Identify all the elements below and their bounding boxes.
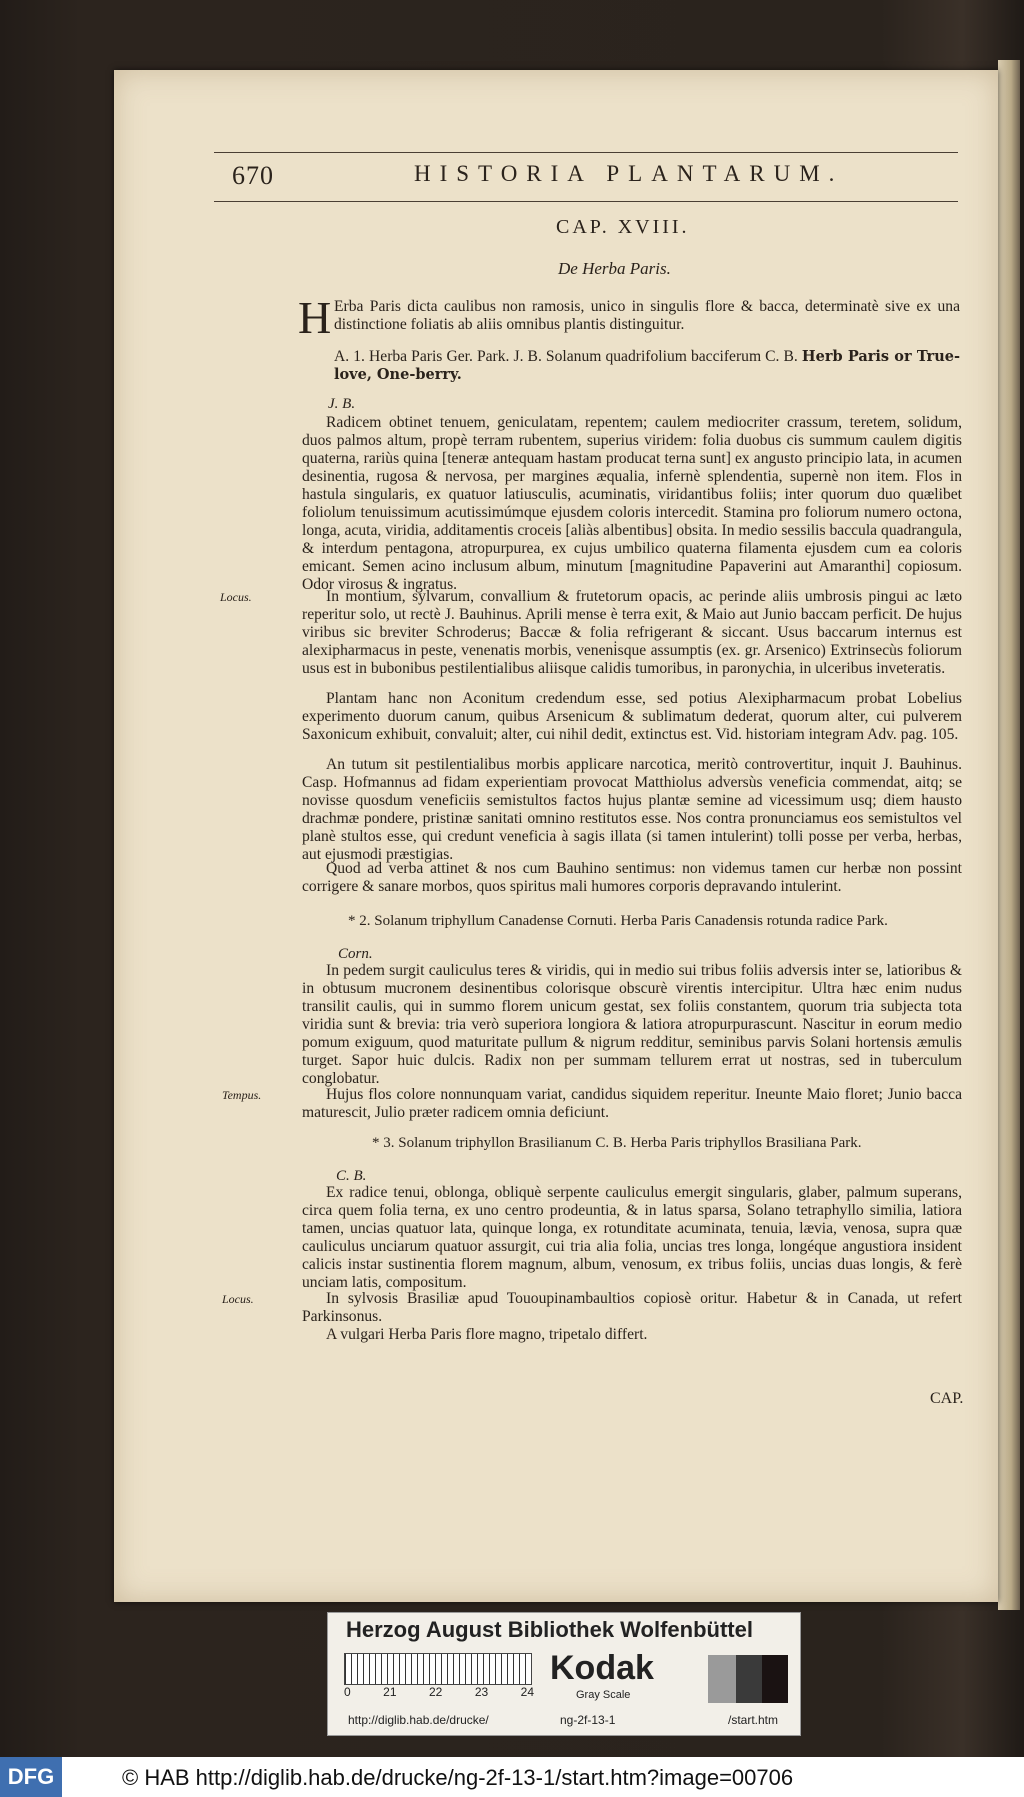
- strip-url-id: ng-2f-13-1: [560, 1713, 616, 1727]
- ruler-number: 22: [428, 1685, 443, 1699]
- entry1-paragraph-5: Quod ad verba attinet & nos cum Bauhino sentimus: non videmus tamen cur herbæ non possint corrigere & sanare morbos, quos spiritus mali humores corporis depravando intulerint.: [302, 860, 962, 895]
- entry2-heading: * 2. Solanum triphyllum Canadense Cornuti. Herba Paris Canadensis rotunda radice Park.: [348, 913, 888, 929]
- running-head: HISTORIA PLANTARUM.: [414, 161, 844, 186]
- page-number: 670: [232, 161, 274, 190]
- dfg-logo: DFG: [0, 1757, 62, 1797]
- ruler-number: 23: [474, 1685, 489, 1699]
- drop-capital: H: [298, 292, 332, 343]
- entry3-source: C. B.: [336, 1168, 367, 1184]
- ruler-numbers: [344, 1685, 534, 1699]
- entry2-description: In pedem surgit cauliculus teres & viridis, qui in medio sui tribus foliis adversis inter se, latioribus & in obtusum mucronem desinentibus colorisque obscurè virentis intercipitur. Ultra hæc enim nudus transilit caulis, qui in summo florem unicum gestat, sex foliis constantem, quorum tria subjecta tota viridia sunt & brevia: tria verò superiora longiora & latiora atropurpurascunt. Nascitur in eorum medio pomum exiguum, quod maturitate pullum & nigrum redditur, seminibus parvis Solani hortensis æmulis turget. Sapor huic dulcis. Radix non per summam tellurem errat ut nostras, sed in tuberculum conglobatur.: [302, 962, 962, 1087]
- color-target-strip: [327, 1612, 801, 1736]
- entry3-heading: * 3. Solanum triphyllon Brasilianum C. B. Herba Paris triphyllos Brasiliana Park.: [372, 1135, 862, 1151]
- entry1-heading: [334, 348, 960, 384]
- gray-scale-label: Gray Scale: [576, 1689, 631, 1701]
- kodak-logo: Kodak: [550, 1649, 654, 1687]
- book-page-edge: [998, 60, 1020, 1610]
- gray-patch-light: [708, 1655, 736, 1703]
- entry1-paragraph-3: Plantam hanc non Aconitum credendum esse, sed potius Alexipharmacum probat Lobelius experimento duorum canum, quibus Arsenicum & sublimatum dederat, quorum alter, cui pulverem Saxonicum exhibuit, convaluit; alter, cui nihil dedit, extinctus est. Vid. historiam integram Adv. pag. 105.: [302, 690, 962, 743]
- entry3-locus-paragraph: In sylvosis Brasiliæ apud Tououpinambaultios copiosè oritur. Habetur & in Canada, ut refert Parkinsonus.: [302, 1290, 962, 1325]
- entry1-description: Radicem obtinet tenuem, geniculatam, repentem; caulem mediocriter crassum, teretem, solidum, duos palmos altum, propè terram rubentem, superius viridem: folia duobus cis summum caulem digitis quaterna, rariùs quina [teneræ antequam hastam producat terna sunt] ex angusto principio lata, in acumen desinentia, rugosa & nervosa, per margines æqualia, infernè splendentia, supernè non item. Flos in hastula singularis, ex quatuor latiusculis, acuminatis, viridantibus foliis; inter quorum duo quælibet foliolum tenuissimum acutissimúmque ejusdem coloris intercedit. Stamina pro foliorum numero octona, longa, acuta, viridia, additamentis croceis [aliàs albentibus] obsita. In medio sessilis baccula quadrangula, & interdum pentagona, atropurpurea, ex cujus umbilico quaterna filamenta ejusdem cum ea coloris emicant. Semen acino inclusum album, minutum [magnitudine Papaverini aut Amaranthi] copiosum. Odor virosus & ingratus.: [302, 414, 962, 593]
- entry1-locus-paragraph: In montium, sylvarum, convallium & frutetorum opacis, ac perinde aliis umbrosis pingui ac læto reperitur solo, ut rectè J. Bauhinus. Aprili mense è terra exit, & Maio aut Junio baccam perficit. De hujus viribus sic breviter Schroderus; Baccæ & folia refrigerant & siccant. Usus baccarum internus est alexipharmacus in peste, venenatis morbis, veneni̇sque assumptis (ex. gr. Arsenico) Extrinsecùs foliorum usus est in bubonibus pestilentialibus aliisque calidis tumoribus, in paronychia, in ulceribus inveteratis.: [302, 588, 962, 677]
- chapter-title: CAP. XVIII.: [556, 216, 690, 238]
- page-header: [214, 152, 958, 202]
- intro-paragraph: Erba Paris dicta caulibus non ramosis, unico in singulis flore & bacca, determinatè sive ex una distinctione foliatis ab aliis omnibus plantis distinguitur.: [334, 298, 960, 333]
- ruler-number: 0: [344, 1685, 351, 1699]
- catchword: CAP.: [930, 1390, 964, 1407]
- entry1-head-text: A. 1. Herba Paris Ger. Park. J. B. Solanum quadrifolium bacciferum C. B.: [334, 348, 798, 365]
- entry2-tempus-paragraph: Hujus flos colore nonnunquam variat, candidus siquidem reperitur. Ineunte Maio floret; Junio bacca maturescit, Julio præter radicem omnia deficiunt.: [302, 1086, 962, 1121]
- gray-patch-black: [762, 1655, 788, 1703]
- entry1-paragraph-4: An tutum sit pestilentialibus morbis applicare narcotica, meritò controvertitur, inquit J. Bauhinus. Casp. Hofmannus ad fidam experientiam provocat Matthiolus adversùs veneficia commendat, aitq; se novisse quosdum veneficiis semistultos factos hujus plantæ semine ad vicessimum usq; diem hausto drachmæ pondere, pristinæ sanitati omnino restitutos esse. Nos contra pronunciamus eos semistultos vel planè stultos esse, qui credunt veneficia à sagis illata (si tamen intulerint) tolli posse per verba, herbas, aut ejusmodi præstigias.: [302, 756, 962, 863]
- strip-url-page: /start.htm: [728, 1713, 779, 1727]
- library-name: Herzog August Bibliothek Wolfenbüttel: [346, 1617, 753, 1642]
- chapter-subtitle: De Herba Paris.: [558, 259, 671, 278]
- entry3-description: Ex radice tenui, oblonga, obliquè serpente cauliculus emergit singularis, glaber, palmum superans, circa quem folia terna, ex uno centro prodeuntia, & in latus sparsa, Solano tetraphyllo similia, latiora tamen, uncias quatuor lata, quinque longa, ex rotunditate acuminata, tenuia, lævia, venosa, supra quæ cauliculus unciarum quatuor assurgit, cui tria alia folia, uncias tres longa, longéque angustiora insident calicis instar sustinentia florem magnum, album, venosum, ex tribus foliis, uncias duas longis, & ferè unciam latis, compositum.: [302, 1184, 962, 1291]
- margin-note-locus: Locus.: [220, 590, 252, 604]
- copyright-link[interactable]: © HAB http://diglib.hab.de/drucke/ng-2f-13-1/start.htm?image=00706: [122, 1765, 794, 1790]
- ruler-number: 21: [383, 1685, 397, 1699]
- ruler-number: 24: [520, 1685, 534, 1699]
- entry1-source: J. B.: [328, 396, 356, 412]
- entry3-paragraph-3: A vulgari Herba Paris flore magno, tripetalo differt.: [326, 1326, 648, 1343]
- margin-note-locus-2: Locus.: [222, 1292, 254, 1306]
- strip-url-base: http://diglib.hab.de/drucke/: [348, 1713, 489, 1727]
- margin-note-tempus: Tempus.: [222, 1088, 262, 1102]
- footer-bar: [0, 1757, 1024, 1797]
- entry2-source: Corn.: [338, 946, 373, 962]
- ruler-scale: [344, 1653, 532, 1685]
- entry1-blackletter-names: Herb Paris or True-love, One-berry.: [334, 348, 960, 383]
- gray-patch-dark: [736, 1655, 762, 1703]
